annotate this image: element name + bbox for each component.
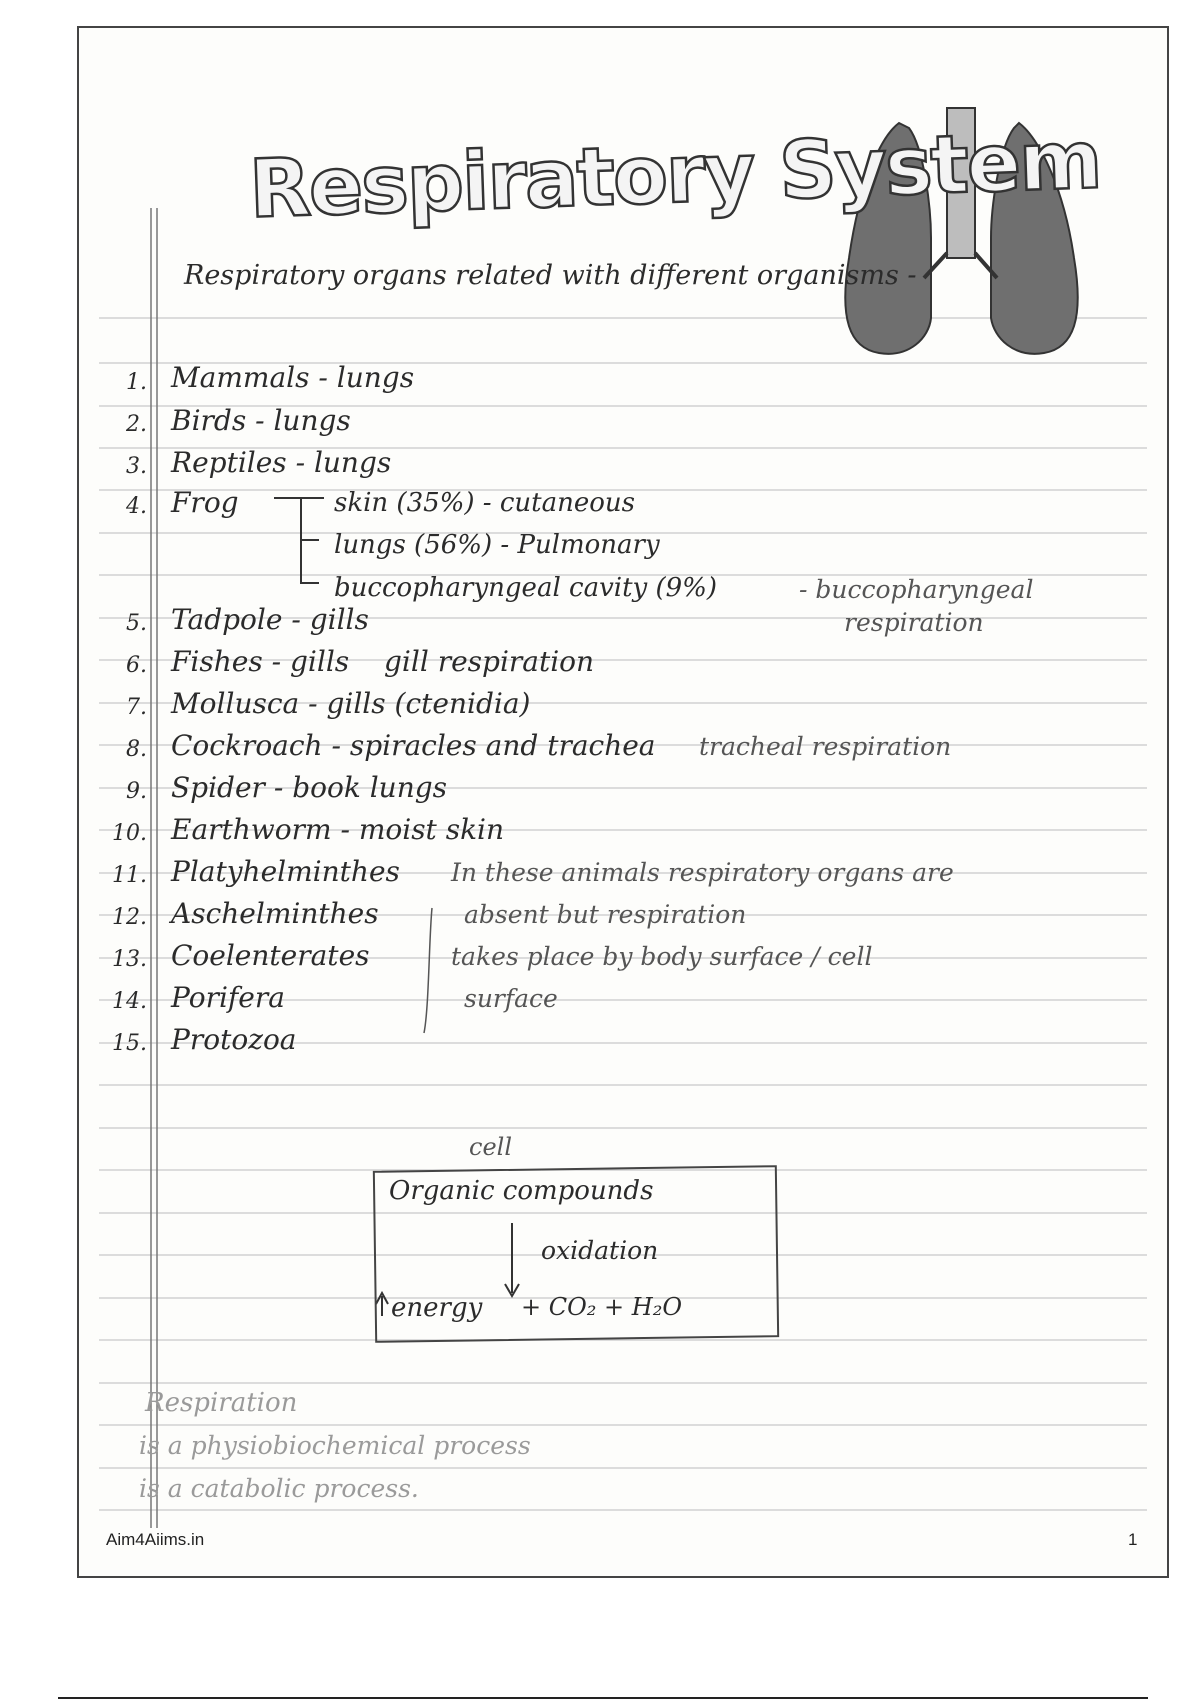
item-number: 15. (112, 1031, 147, 1056)
item-number: 10. (112, 821, 147, 846)
page-title: Respiratory System (247, 113, 1102, 236)
note-buccopharyngeal: - buccopharyngeal (799, 575, 1034, 604)
list-item: Earthworm - moist skin (171, 813, 505, 846)
bracket-note-line4: surface (464, 984, 558, 1013)
list-item: Mollusca - gills (ctenidia) (171, 687, 531, 720)
bracket-note-line2: absent but respiration (464, 900, 747, 929)
list-item: Coelenterates (171, 939, 370, 972)
bracket-note-line1: In these animals respiratory organs are (451, 858, 954, 887)
diagram-cell-label: cell (469, 1133, 512, 1161)
item-number: 1. (126, 370, 147, 395)
bottom-divider (58, 1697, 1148, 1699)
item-number: 6. (126, 653, 147, 678)
frog-branch-skin: skin (35%) - cutaneous (334, 488, 635, 518)
list-item: Frog (171, 486, 239, 519)
subtitle: Respiratory organs related with different organisms - (184, 260, 917, 291)
notebook-page (77, 26, 1169, 1578)
item-number: 12. (112, 905, 147, 930)
list-item: Platyhelminthes (171, 855, 400, 888)
footer-page-number: 1 (1128, 1530, 1138, 1549)
respiration-point-2: is a catabolic process. (139, 1474, 419, 1503)
item-number: 9. (126, 779, 147, 804)
bracket-note-line3: takes place by body surface / cell (451, 942, 873, 971)
footer-site: Aim4Aiims.in (106, 1530, 205, 1549)
frog-branch-lungs: lungs (56%) - Pulmonary (334, 530, 660, 560)
list-item: Spider - book lungs (171, 771, 448, 804)
list-item: Birds - lungs (171, 404, 351, 437)
item-number: 3. (126, 454, 147, 479)
diagram-oxidation: oxidation (541, 1236, 659, 1265)
note-buccopharyngeal-respiration: respiration (844, 608, 984, 637)
list-item: Aschelminthes (171, 897, 379, 930)
item-number: 14. (112, 989, 147, 1014)
note-gill-respiration: gill respiration (384, 645, 595, 678)
list-item: Tadpole - gills (171, 603, 369, 636)
item-number: 11. (112, 863, 147, 888)
list-item: Porifera (171, 981, 285, 1014)
diagram-compounds: Organic compounds (389, 1176, 654, 1206)
list-item: Protozoa (171, 1023, 297, 1056)
list-item: Reptiles - lungs (171, 446, 392, 479)
item-number: 7. (126, 695, 147, 720)
list-item: Mammals - lungs (171, 361, 415, 394)
diagram-products: + CO₂ + H₂O (521, 1293, 682, 1321)
list-item: Fishes - gills (171, 645, 350, 678)
frog-branch-buccopharyngeal: buccopharyngeal cavity (9%) (334, 573, 718, 603)
note-tracheal-respiration: tracheal respiration (699, 732, 952, 761)
respiration-heading: Respiration (145, 1388, 298, 1418)
item-number: 13. (112, 947, 147, 972)
item-number: 4. (126, 494, 147, 519)
list-item: Cockroach - spiracles and trachea (171, 729, 656, 762)
item-number: 8. (126, 737, 147, 762)
item-number: 5. (126, 611, 147, 636)
item-number: 2. (126, 412, 147, 437)
diagram-energy: energy (391, 1293, 483, 1323)
respiration-point-1: is a physiobiochemical process (139, 1431, 531, 1460)
